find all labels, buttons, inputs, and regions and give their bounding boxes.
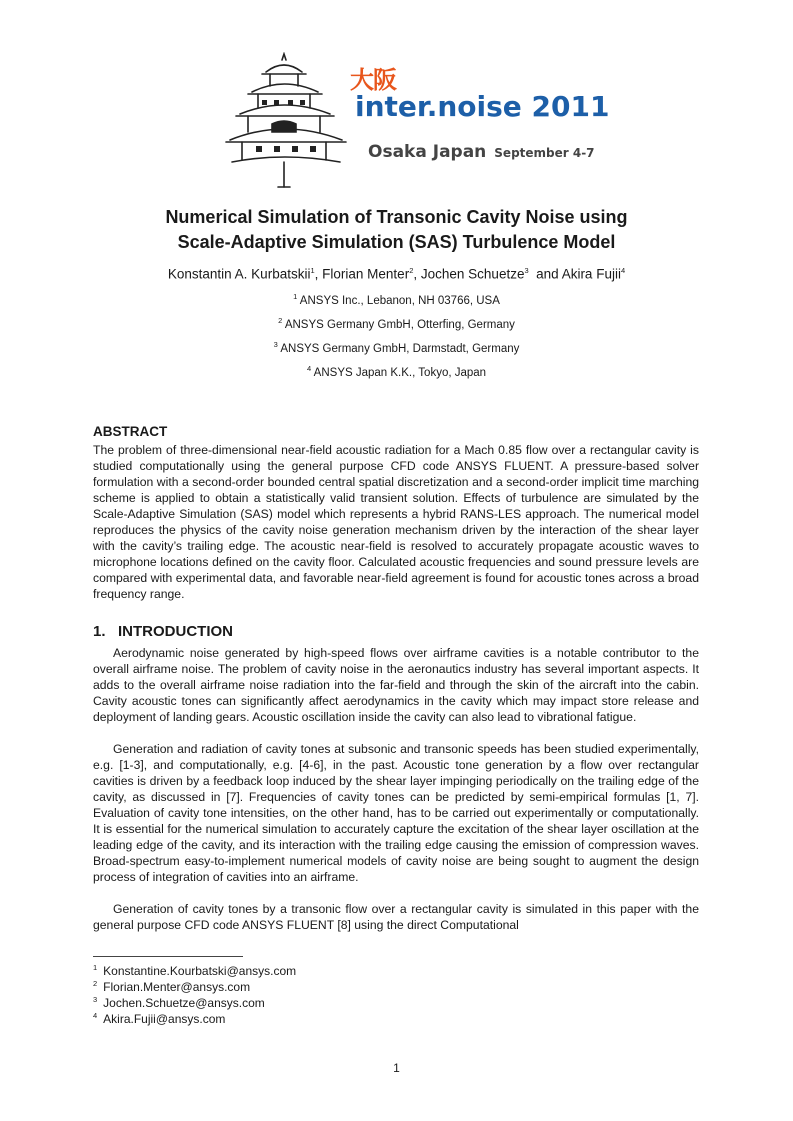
footnote-divider — [93, 956, 243, 957]
title-line-2: Scale-Adaptive Simulation (SAS) Turbulence Model — [177, 232, 616, 252]
author: Florian Menter — [322, 266, 410, 282]
logo-title: inter.noise 2011 — [355, 90, 610, 123]
title-line-1: Numerical Simulation of Transonic Cavity Noise using — [165, 207, 628, 227]
affiliation — [0, 316, 793, 331]
abstract-heading: ABSTRACT — [93, 424, 168, 439]
affiliation-text: ANSYS Germany GmbH, Darmstadt, Germany — [277, 342, 520, 355]
footnote-sup: 2 — [93, 979, 98, 988]
author-sep: , — [413, 266, 421, 282]
author-sup: 2 — [409, 266, 414, 275]
footnote — [93, 995, 265, 1010]
footnote-sup: 1 — [93, 963, 98, 972]
author: Konstantin A. Kurbatskii — [167, 266, 311, 282]
footnote-sup: 4 — [93, 1011, 98, 1020]
author-sup: 3 — [524, 266, 529, 275]
castle-icon — [222, 52, 352, 192]
author-sep: and — [528, 266, 562, 282]
affiliation-text: ANSYS Japan K.K., Tokyo, Japan — [311, 366, 487, 379]
affiliation-sup: 2 — [278, 316, 283, 325]
footnote-email[interactable]: Konstantine.Kourbatski@ansys.com — [103, 964, 297, 978]
footnote — [93, 1011, 225, 1026]
author-sup: 4 — [620, 266, 626, 275]
affiliation-text: ANSYS Inc., Lebanon, NH 03766, USA — [297, 294, 500, 307]
page-number: 1 — [393, 1061, 400, 1075]
affiliation — [0, 364, 793, 379]
intro-heading: 1. INTRODUCTION — [93, 623, 234, 640]
affiliation-sup: 3 — [273, 340, 278, 349]
logo-kanji: 大阪 — [350, 66, 396, 94]
author: Akira Fujii — [561, 266, 621, 282]
affiliation-sup: 4 — [306, 364, 312, 373]
logo-dates: September 4-7 — [494, 146, 595, 160]
intro-paragraph-1: Aerodynamic noise generated by high-speed flows over airframe cavities is a notable contributor to the overall airframe noise. The problem of cavity noise in the aeronautics industry has several important aspects. It adds to the overall airframe noise radiation into the far-field and through the skin of the aircraft into the cabin. Cavity acoustic tones can significantly affect aerodynamics in the cavity which may impact store release and deployment of landing gears. Acoustic oscillation inside the cavity can also lead to vibrational fatigue. — [93, 646, 699, 724]
affiliation-sup: 1 — [293, 292, 298, 301]
affiliation — [0, 292, 793, 307]
conference-logo — [222, 52, 610, 192]
intro-paragraph-3: Generation of cavity tones by a transonic flow over a rectangular cavity is simulated in this paper with the general purpose CFD code ANSYS FLUENT [8] using the direct Computational — [93, 902, 699, 932]
author-sup: 1 — [310, 266, 315, 275]
logo-location — [368, 142, 595, 162]
footnote-email[interactable]: Florian.Menter@ansys.com — [103, 980, 251, 994]
paper-title — [0, 205, 793, 255]
footnote-email[interactable]: Akira.Fujii@ansys.com — [103, 1012, 226, 1026]
footnote — [93, 979, 250, 994]
logo-city: Osaka Japan — [368, 142, 487, 162]
intro-paragraph-2: Generation and radiation of cavity tones at subsonic and transonic speeds has been studied experimentally, e.g. [1-3], and computationally, e.g. [4-6], in the past. Acoustic tone generation by a flow over rectangular cavities is driven by a feedback loop induced by the shear layer impinging periodically on the trailing edge of the cavity, as discussed in [7]. Frequencies of cavity tones can be predicted by semi-empirical formulas [1, 7]. Evaluation of cavity tone intensities, on the other hand, has to be carried out experimentally or computationally. It is essential for the numerical simulation to accurately capture the excitation of the shear layer oscillation at the leading edge of the cavity, and its interaction with the trailing edge causing the emission of compression waves. Broad-spectrum easy-to-implement numerical models of cavity noise are being sought to augment the design process of integration of cavities into an airframe. — [93, 742, 699, 884]
footnote-sup: 3 — [93, 995, 98, 1004]
affiliation-text: ANSYS Germany GmbH, Otterfing, Germany — [282, 318, 515, 331]
affiliation — [0, 340, 793, 355]
footnote-email[interactable]: Jochen.Schuetze@ansys.com — [103, 996, 265, 1010]
abstract-text: The problem of three-dimensional near-field acoustic radiation for a Mach 0.85 flow over a rectangular cavity is studied computationally using the general purpose CFD code ANSYS FLUENT. A pressure-based solver formulation with a second-order bounded central spatial discretization and a second-order implicit time marching scheme is applied to obtain a statistically valid transient solution. Effects of turbulence are simulated by the Scale-Adaptive Simulation (SAS) model which represents a hybrid RANS-LES approach. The numerical model reproduces the physics of the cavity noise generation mechanism driven by the interaction of the shear layer with the cavity’s trailing edge. The acoustic near-field is resolved to accurately propagate acoustic waves to microphone locations defined on the cavity floor. Calculated acoustic frequencies and sound pressure levels are compared with experimental data, and favorable near-field agreement is found for acoustic tones across a broad frequency range. — [93, 443, 699, 601]
author-list — [0, 266, 793, 282]
footnote — [93, 963, 296, 978]
author-sep: , — [314, 266, 323, 282]
author: Jochen Schuetze — [420, 266, 525, 282]
